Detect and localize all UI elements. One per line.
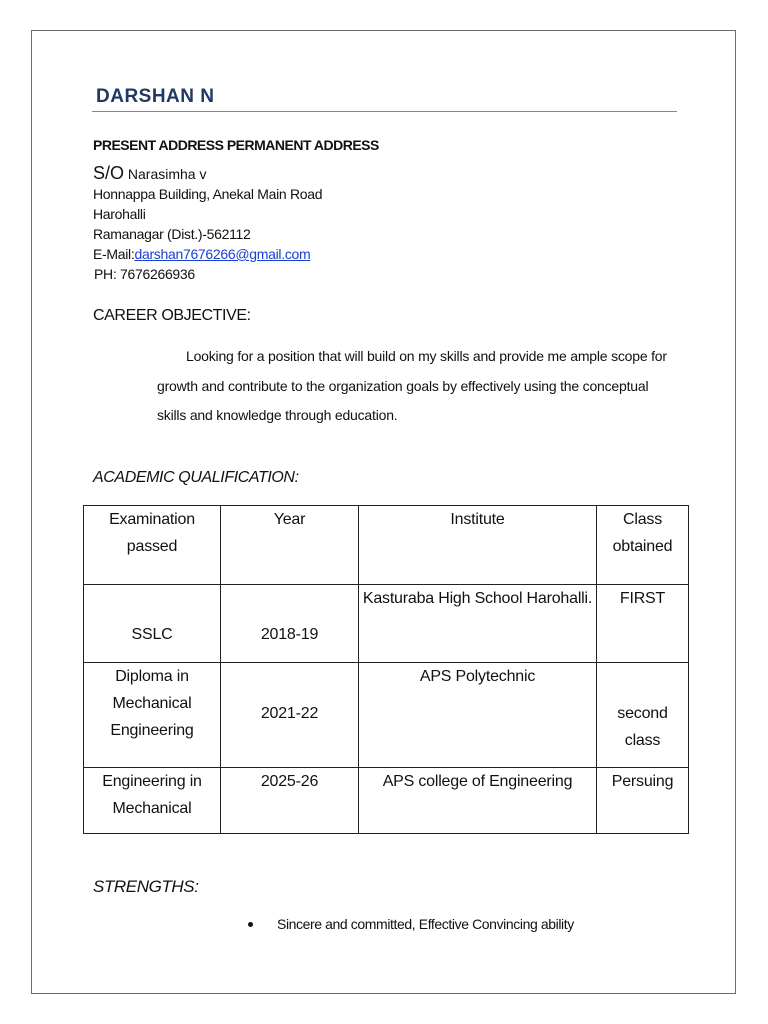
- academic-heading: ACADEMIC QUALIFICATION:: [93, 469, 299, 486]
- strength-text: Sincere and committed, Effective Convincing ability: [277, 916, 574, 932]
- address-line-1: Honnappa Building, Anekal Main Road: [93, 186, 323, 202]
- strengths-heading: STRENGTHS:: [93, 877, 199, 896]
- header-institute: Institute: [359, 506, 597, 585]
- address-heading: PRESENT ADDRESS PERMANENT ADDRESS: [93, 137, 379, 153]
- email-line: [93, 246, 310, 262]
- so-prefix: S/O: [93, 163, 125, 183]
- header-examination: Examination passed: [84, 506, 221, 585]
- table-row: [84, 768, 689, 834]
- cell-year: 2025-26: [221, 768, 359, 834]
- cell-class: second class: [597, 663, 689, 768]
- table-row: [84, 663, 689, 768]
- cell-class: FIRST: [597, 585, 689, 663]
- header-year: Year: [221, 506, 359, 585]
- phone-line: PH: 7676266936: [94, 266, 195, 282]
- so-name: Narasimha v: [127, 166, 207, 182]
- address-line-3: Ramanagar (Dist.)-562112: [93, 226, 251, 242]
- list-item: [248, 916, 574, 932]
- cell-institute: APS Polytechnic: [359, 663, 597, 768]
- academic-table: [83, 505, 689, 834]
- cell-institute: Kasturaba High School Harohalli.: [359, 585, 597, 663]
- cell-class: Persuing: [597, 768, 689, 834]
- table-row: [84, 585, 689, 663]
- address-line-2: Harohalli: [93, 206, 146, 222]
- email-link[interactable]: darshan7676266@gmail.com: [134, 246, 311, 262]
- email-label: E-Mail:: [93, 246, 135, 262]
- header-class: Class obtained: [597, 506, 689, 585]
- career-objective-text: Looking for a position that will build on my skills and provide me ample scope for growth and contribute to the organization goals by effectively using the conceptual skills and knowledge through education.: [157, 348, 667, 423]
- candidate-name: DARSHAN N: [96, 86, 215, 107]
- table-header-row: [84, 506, 689, 585]
- cell-institute: APS college of Engineering: [359, 768, 597, 834]
- name-underline: [92, 111, 677, 112]
- cell-year: 2018-19: [221, 585, 359, 663]
- cell-exam: Engineering in Mechanical: [84, 768, 221, 834]
- cell-exam: SSLC: [84, 585, 221, 663]
- cell-exam: Diploma in Mechanical Engineering: [84, 663, 221, 768]
- cell-year: 2021-22: [221, 663, 359, 768]
- bullet-icon: [248, 922, 253, 927]
- career-objective-heading: CAREER OBJECTIVE:: [93, 307, 251, 324]
- so-line: [93, 163, 207, 184]
